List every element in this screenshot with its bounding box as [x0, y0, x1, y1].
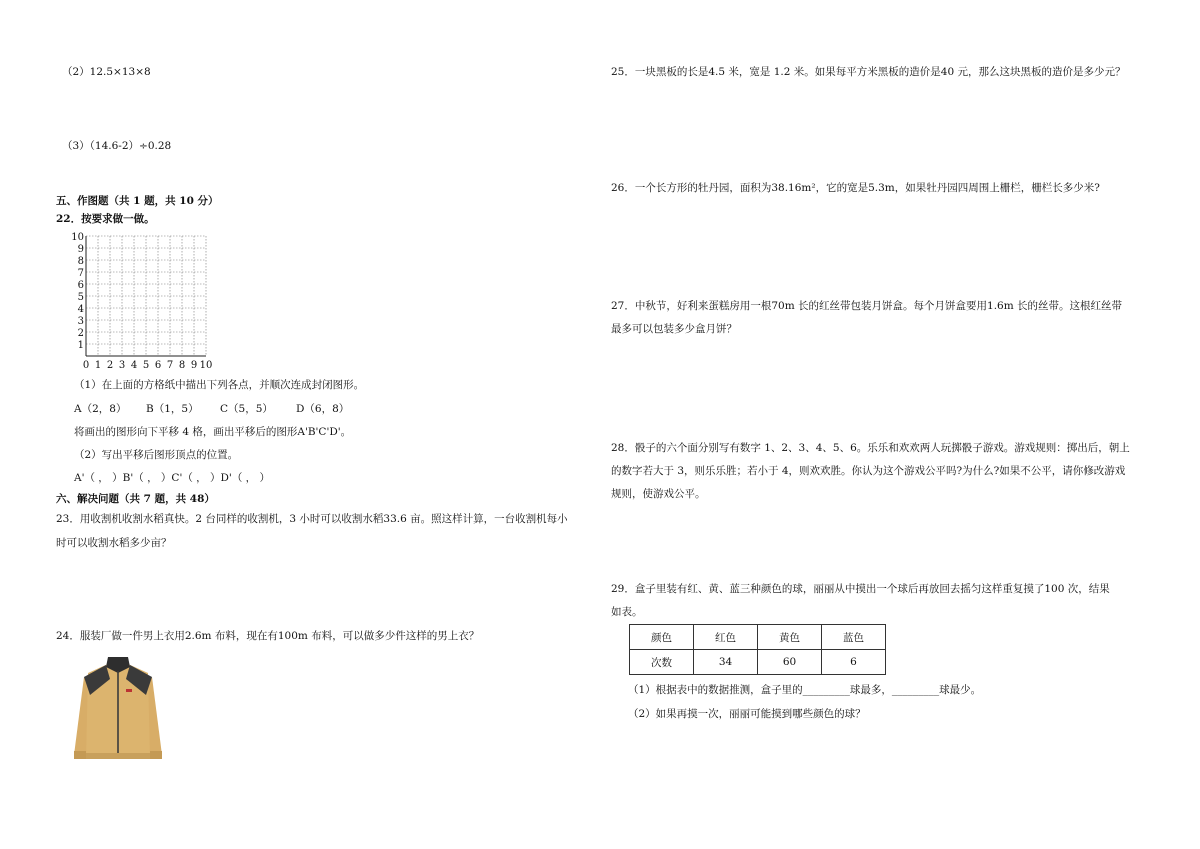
calc-item-3: （3）（14.6-2）÷0.28 [62, 140, 172, 152]
table-row [630, 650, 886, 675]
table-cell: 34 [694, 650, 758, 675]
x-tick-label: 5 [142, 360, 150, 371]
question-29-part-2: （2）如果再摸一次，丽丽可能摸到哪些颜色的球？ [628, 708, 866, 720]
question-26: 26．一个长方形的牡丹园，面积为38.16m²，它的宽是5.3m，如果牡丹园四周围上栅栏，栅栏长多少米? [611, 182, 1100, 194]
question-22-part-1: （1）在上面的方格纸中描出下列各点，并顺次连成封闭图形。 [74, 379, 365, 391]
y-tick-label: 9 [77, 244, 84, 255]
calc-item-2: （2）12.5×13×8 [62, 66, 151, 78]
y-axis-labels [72, 232, 84, 351]
table-header-cell: 蓝色 [822, 625, 886, 650]
section-6-heading: 六、解决问题（共 7 题，共 48） [56, 493, 215, 505]
point-d: D（6，8） [296, 403, 350, 415]
y-tick-label: 8 [77, 256, 84, 267]
coordinate-grid [72, 232, 222, 372]
y-tick-label: 2 [77, 328, 84, 339]
question-28-line-2: 的数字若大于 3，则乐乐胜；若小于 4，则欢欢胜。你认为这个游戏公平吗?为什么?如果不公平，请你修改游戏 [611, 465, 1126, 477]
question-29-line-2: 如表。 [611, 606, 643, 618]
question-29-part-1: （1）根据表中的数据推测，盒子里的_________球最多，_________球最少。 [628, 684, 982, 696]
table-cell: 60 [758, 650, 822, 675]
question-24: 24．服装厂做一件男上衣用2.6m 布料，现在有100m 布料，可以做多少件这样的男上衣？ [56, 630, 480, 642]
question-27-line-2: 最多可以包装多少盒月饼？ [611, 323, 737, 335]
point-a: A（2，8） [74, 403, 127, 415]
question-28-line-3: 规则，使游戏公平。 [611, 488, 706, 500]
y-tick-label: 6 [77, 280, 84, 291]
question-22-shift: 将画出的图形向下平移 4 格，画出平移后的图形A'B'C'D'。 [74, 426, 352, 438]
x-tick-label: 3 [118, 360, 126, 371]
y-tick-label: 3 [77, 316, 84, 327]
grid-svg [72, 232, 222, 372]
x-tick-label: 7 [166, 360, 174, 371]
y-tick-label: 1 [77, 340, 84, 351]
y-tick-label: 4 [77, 304, 84, 315]
x-tick-label: 6 [154, 360, 162, 371]
table-header-cell: 红色 [694, 625, 758, 650]
question-23-line-1: 23．用收割机收割水稻真快。2 台同样的收割机，3 小时可以收割水稻33.6 亩。照这样计算，一台收割机每小 [56, 513, 568, 525]
question-28-line-1: 28．骰子的六个面分别写有数字 1、2、3、4、5、6。乐乐和欢欢两人玩掷骰子游戏。游戏规则：掷出后，朝上 [611, 442, 1130, 454]
y-tick-label: 10 [72, 232, 84, 243]
jacket-image [70, 655, 166, 765]
x-tick-label: 9 [190, 360, 198, 371]
question-22-part-2: （2）写出平移后图形顶点的位置。 [74, 449, 239, 461]
y-tick-label: 7 [77, 268, 84, 279]
table-cell: 次数 [630, 650, 694, 675]
x-tick-label: 1 [94, 360, 102, 371]
point-c: C（5，5） [220, 403, 273, 415]
question-29-line-1: 29．盒子里装有红、黄、蓝三种颜色的球，丽丽从中摸出一个球后再放回去摇匀这样重复摸了100 次，结果 [611, 583, 1110, 595]
question-25: 25．一块黑板的长是4.5 米，宽是 1.2 米。如果每平方米黑板的造价是40 元，那么这块黑板的造价是多少元？ [611, 66, 1126, 78]
point-b: B（1，5） [146, 403, 199, 415]
question-22-answer-blanks: A'（ ， ）B'（ ， ）C'（ ， ）D'（ ， ） [74, 472, 270, 484]
table-header-cell: 黄色 [758, 625, 822, 650]
table-cell: 6 [822, 650, 886, 675]
x-tick-label: 4 [130, 360, 138, 371]
section-5-heading: 五、作图题（共 1 题，共 10 分） [56, 195, 219, 207]
x-tick-label: 0 [82, 360, 90, 371]
question-27-line-1: 27．中秋节，好利来蛋糕房用一根70m 长的红丝带包装月饼盒。每个月饼盒要用1.6m 长的丝带。这根红丝带 [611, 300, 1123, 312]
y-tick-label: 5 [77, 292, 84, 303]
table-header-cell: 颜色 [630, 625, 694, 650]
x-tick-label: 10 [199, 360, 213, 371]
question-22: 22．按要求做一做。 [56, 213, 155, 225]
grid-lines [86, 236, 206, 356]
x-tick-label: 2 [106, 360, 114, 371]
results-table [629, 624, 886, 675]
table-row [630, 625, 886, 650]
question-23-line-2: 时可以收割水稻多少亩？ [56, 537, 172, 549]
x-tick-label: 8 [178, 360, 186, 371]
x-axis-labels [83, 360, 213, 371]
